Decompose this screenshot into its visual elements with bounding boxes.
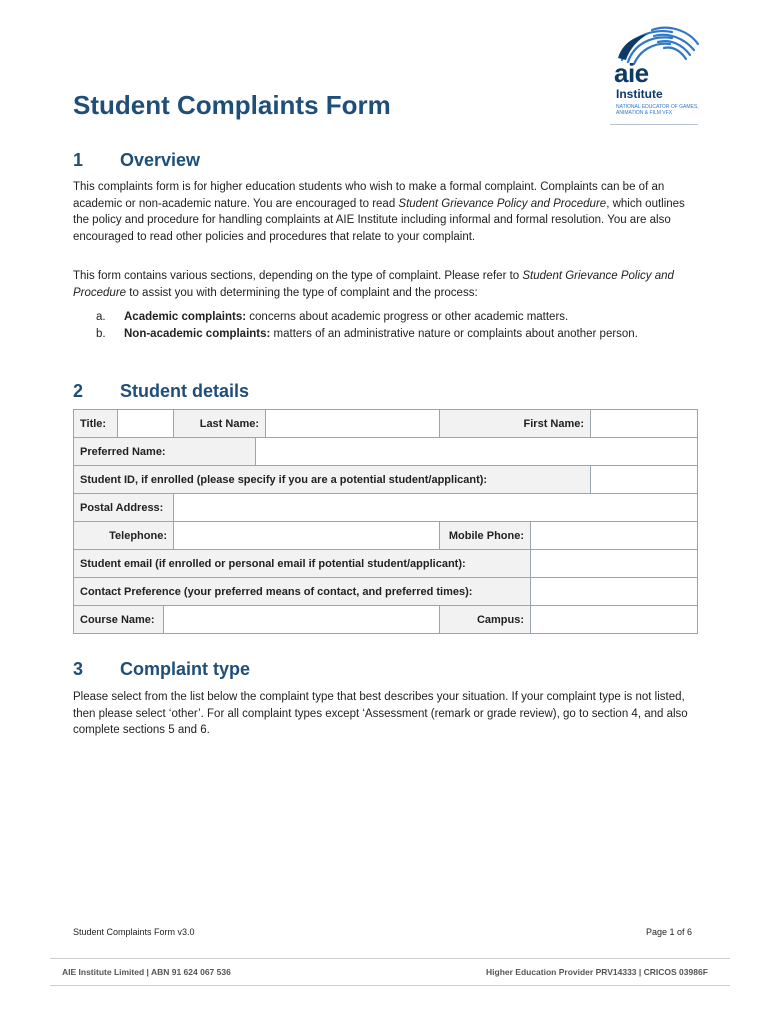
policy-reference: Student Grievance Policy and Procedure <box>73 270 674 299</box>
student-id-input[interactable] <box>591 466 698 494</box>
section-3-number: 3 <box>73 659 84 679</box>
student-details-table <box>73 409 698 634</box>
overview-paragraph-1: This complaints form is for higher education students who wish to make a formal complaint. Complaints can be of an academic or non-academic nature. You are encouraged to read Student Grievance Policy and Procedure, which outlines the policy and procedure for handling complaints at AIE Institute including informal and formal resolution. You are also encouraged to read other policies and procedures that relate to your complaint. <box>73 181 685 243</box>
campus-label: Campus: <box>440 606 531 634</box>
contact-preference-label: Contact Preference (your preferred means of contact, and preferred times): <box>74 578 531 606</box>
telephone-input[interactable] <box>174 522 440 550</box>
logo-divider <box>610 124 698 125</box>
list-item-non-academic: b. Non-academic complaints: matters of an administrative nature or complaints about another person. <box>96 327 638 340</box>
section-3-title: Complaint type <box>120 659 251 679</box>
list-item-academic: a. Academic complaints: concerns about academic progress or other academic matters. <box>96 311 569 323</box>
first-name-input[interactable] <box>591 410 698 438</box>
mobile-phone-input[interactable] <box>531 522 698 550</box>
section-2-number: 2 <box>73 381 84 401</box>
footer-provider: Higher Education Provider PRV14333 | CRICOS 03986F <box>486 967 708 977</box>
postal-address-label: Postal Address: <box>74 494 174 522</box>
course-name-input[interactable] <box>164 606 440 634</box>
campus-input[interactable] <box>531 606 698 634</box>
document-title: Student Complaints Form <box>73 90 391 120</box>
section-2-title: Student details <box>120 381 250 401</box>
complaint-category-list <box>96 309 696 342</box>
contact-preference-input[interactable] <box>531 578 698 606</box>
last-name-label: Last Name: <box>174 410 266 438</box>
footer-company: AIE Institute Limited | ABN 91 624 067 536 <box>62 967 231 977</box>
student-email-label: Student email (if enrolled or personal email if potential student/applicant): <box>74 550 531 578</box>
section-1-title: Overview <box>120 150 201 170</box>
student-email-input[interactable] <box>531 550 698 578</box>
footer-page-number: Page 1 of 6 <box>646 927 693 937</box>
telephone-label: Telephone: <box>74 522 174 550</box>
section-1-number: 1 <box>73 150 84 170</box>
title-input[interactable] <box>118 410 174 438</box>
preferred-name-label: Preferred Name: <box>74 438 256 466</box>
policy-reference: Student Grievance Policy and Procedure <box>398 197 607 210</box>
last-name-input[interactable] <box>266 410 440 438</box>
section-1-heading <box>73 150 200 171</box>
overview-paragraph-2: This form contains various sections, depending on the type of complaint. Please refer to Student Grievance Policy and Procedure to assist you with determining the type of complaint and the process: <box>73 270 674 299</box>
logo-institute: Institute <box>616 87 663 101</box>
section-3-heading <box>73 659 250 680</box>
student-id-label: Student ID, if enrolled (please specify if you are a potential student/applicant): <box>74 466 591 494</box>
logo-brand: aie <box>614 58 649 88</box>
first-name-label: First Name: <box>440 410 591 438</box>
postal-address-input[interactable] <box>174 494 698 522</box>
footer-document-name: Student Complaints Form v3.0 <box>73 927 195 937</box>
section-2-heading <box>73 381 249 402</box>
course-name-label: Course Name: <box>74 606 164 634</box>
logo-tagline: NATIONAL EDUCATOR OF GAMES, ANIMATION & FILM VFX <box>616 104 699 116</box>
mobile-phone-label: Mobile Phone: <box>440 522 531 550</box>
preferred-name-input[interactable] <box>256 438 698 466</box>
title-label: Title: <box>74 410 118 438</box>
complaint-type-paragraph: Please select from the list below the complaint type that best describes your situation. If your complaint type is not listed, then please select ‘other’. For all complaint types except ‘Assessment (remark or grade review), go to section 4, and also complete sections 5 and 6. <box>73 691 688 736</box>
